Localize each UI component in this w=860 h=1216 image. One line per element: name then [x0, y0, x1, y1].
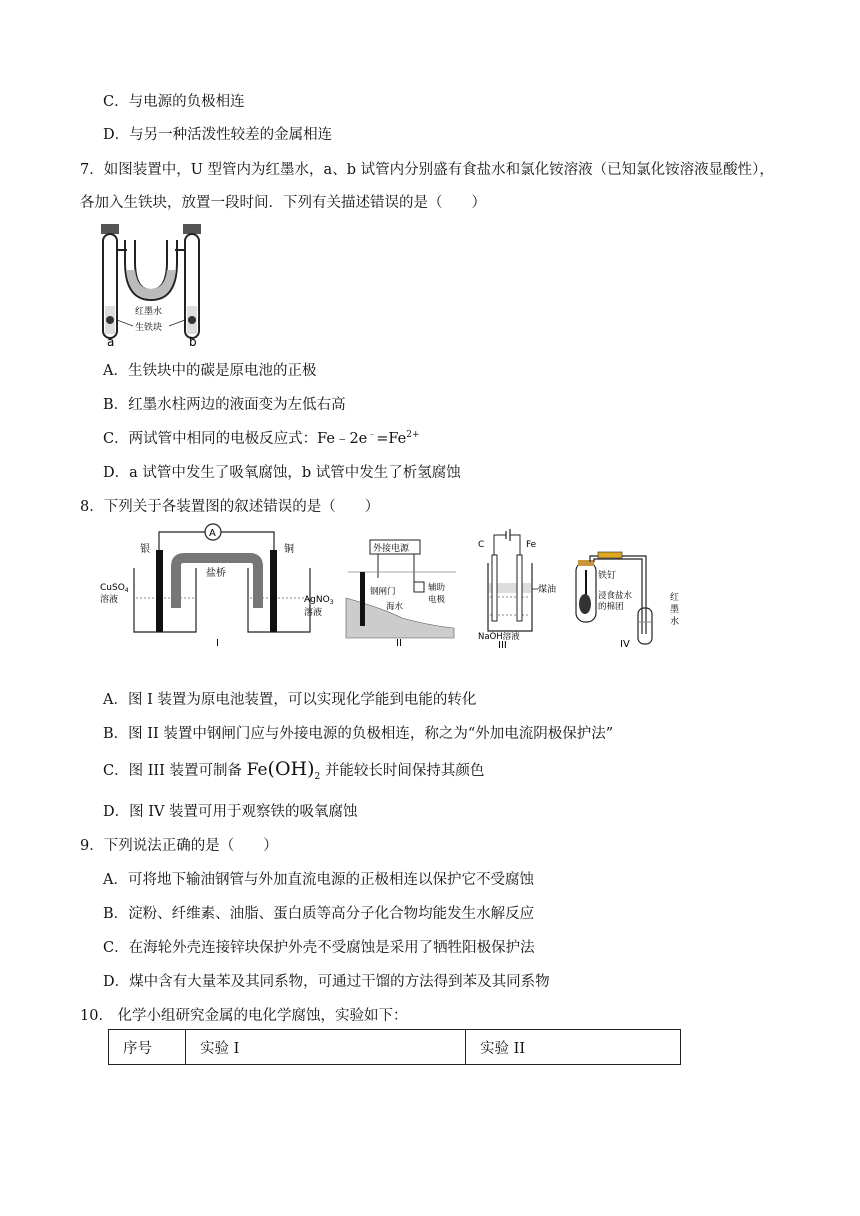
svg-text:水: 水 [670, 617, 680, 627]
q7-option-c: C．两试管中相同的电极反应式：$Fe﹣2e^﹣=Fe^{2+}$ [103, 430, 420, 447]
label-iron: 生铁块 [135, 323, 163, 333]
table-header-row [109, 1030, 681, 1065]
label-red-ink: 红墨水 [135, 307, 163, 317]
svg-text:溶液: 溶液 [304, 608, 323, 618]
q7-option-d: D．a 试管中发生了吸氧腐蚀，b 试管中发生了析氢腐蚀 [103, 465, 461, 481]
q7-option-b: B．红墨水柱两边的液面变为左低右高 [103, 397, 346, 413]
q7-stem-line1: 7．如图装置中，U 型管内为红墨水，a、b 试管内分别盛有食盐水和氯化铵溶液（已知氯化铵溶液显酸性）， [80, 162, 774, 178]
svg-text:银: 银 [140, 544, 150, 555]
q8-option-a: A．图 I 装置为原电池装置，可以实现化学能到电能的转化 [103, 692, 477, 708]
prev-option-c: C．与电源的负极相连 [103, 94, 245, 110]
svg-text:海水: 海水 [386, 602, 404, 612]
q8-option-c: C．图 III 装置可制备 $Fe(OH)_2$ 并能较长时间保持其颜色 [103, 758, 485, 782]
svg-text:I: I [216, 638, 219, 649]
svg-text:II: II [396, 638, 402, 649]
svg-text:III: III [498, 640, 507, 651]
svg-text:溶液: 溶液 [100, 595, 119, 605]
q8-option-d: D．图 IV 装置可用于观察铁的吸氧腐蚀 [103, 804, 358, 820]
svg-text:IV: IV [620, 639, 630, 650]
svg-text:钢闸门: 钢闸门 [370, 587, 396, 597]
svg-text:煤油: 煤油 [538, 585, 557, 595]
q7-u-tube-figure [95, 220, 215, 350]
prev-option-d: D．与另一种活泼性较差的金属相连 [103, 127, 333, 143]
q7-option-a: A．生铁块中的碳是原电池的正极 [103, 363, 317, 379]
svg-text:NaOH溶液: NaOH溶液 [478, 632, 520, 642]
table-header-cell: 实验 II [466, 1030, 681, 1065]
q9-option-b: B．淀粉、纤维素、油脂、蛋白质等高分子化合物均能发生水解反应 [103, 906, 535, 922]
label-b: b [189, 335, 197, 349]
svg-text:外接电源: 外接电源 [373, 544, 410, 554]
svg-text:CuSO4: CuSO$_4$ [100, 583, 129, 594]
svg-text:铜: 铜 [284, 544, 294, 555]
svg-text:A: A [209, 528, 216, 539]
svg-text:铁钉: 铁钉 [598, 571, 617, 581]
svg-text:盐桥: 盐桥 [206, 568, 226, 579]
svg-text:Fe: Fe [526, 540, 537, 550]
q8-figure-3-electrolysis [474, 527, 572, 651]
q10-stem: 10． 化学小组研究金属的电化学腐蚀，实验如下： [80, 1008, 408, 1024]
svg-text:墨: 墨 [670, 605, 680, 615]
table-header-cell: 序号 [109, 1030, 186, 1065]
stopper-left [101, 224, 119, 234]
q8-figure-1-galvanic-cell [98, 520, 334, 649]
q8-option-b: B．图 II 装置中钢闸门应与外接电源的负极相连，称之为“外加电流阴极保护法” [103, 726, 614, 742]
q8-figure-4-oxygen-corrosion [574, 550, 686, 648]
q9-option-a: A．可将地下输油钢管与外加直流电源的正极相连以保护它不受腐蚀 [103, 872, 534, 888]
svg-text:C: C [478, 540, 485, 550]
svg-text:红: 红 [670, 593, 680, 603]
q7-stem-line2: 各加入生铁块，放置一段时间．下列有关描述错误的是（ ） [80, 195, 486, 211]
table-header-cell: 实验 I [186, 1030, 466, 1065]
svg-text:浸食盐水: 浸食盐水 [598, 591, 633, 601]
stopper-right [183, 224, 201, 234]
svg-text:AgNO3: AgNO$_3$ [304, 595, 334, 606]
q9-stem: 9．下列说法正确的是（ ） [80, 838, 278, 854]
label-a: a [107, 335, 115, 349]
svg-text:辅助: 辅助 [428, 583, 446, 593]
q8-stem: 8．下列关于各装置图的叙述错误的是（ ） [80, 499, 380, 515]
svg-text:电极: 电极 [428, 595, 446, 605]
q9-option-c: C．在海轮外壳连接锌块保护外壳不受腐蚀是采用了牺牲阳极保护法 [103, 940, 535, 956]
q10-experiment-table [108, 1029, 681, 1065]
q9-option-d: D．煤中含有大量苯及其同系物，可通过干馏的方法得到苯及其同系物 [103, 974, 550, 990]
q8-figure-2-protection [342, 538, 460, 648]
svg-text:的棉团: 的棉团 [598, 602, 624, 612]
